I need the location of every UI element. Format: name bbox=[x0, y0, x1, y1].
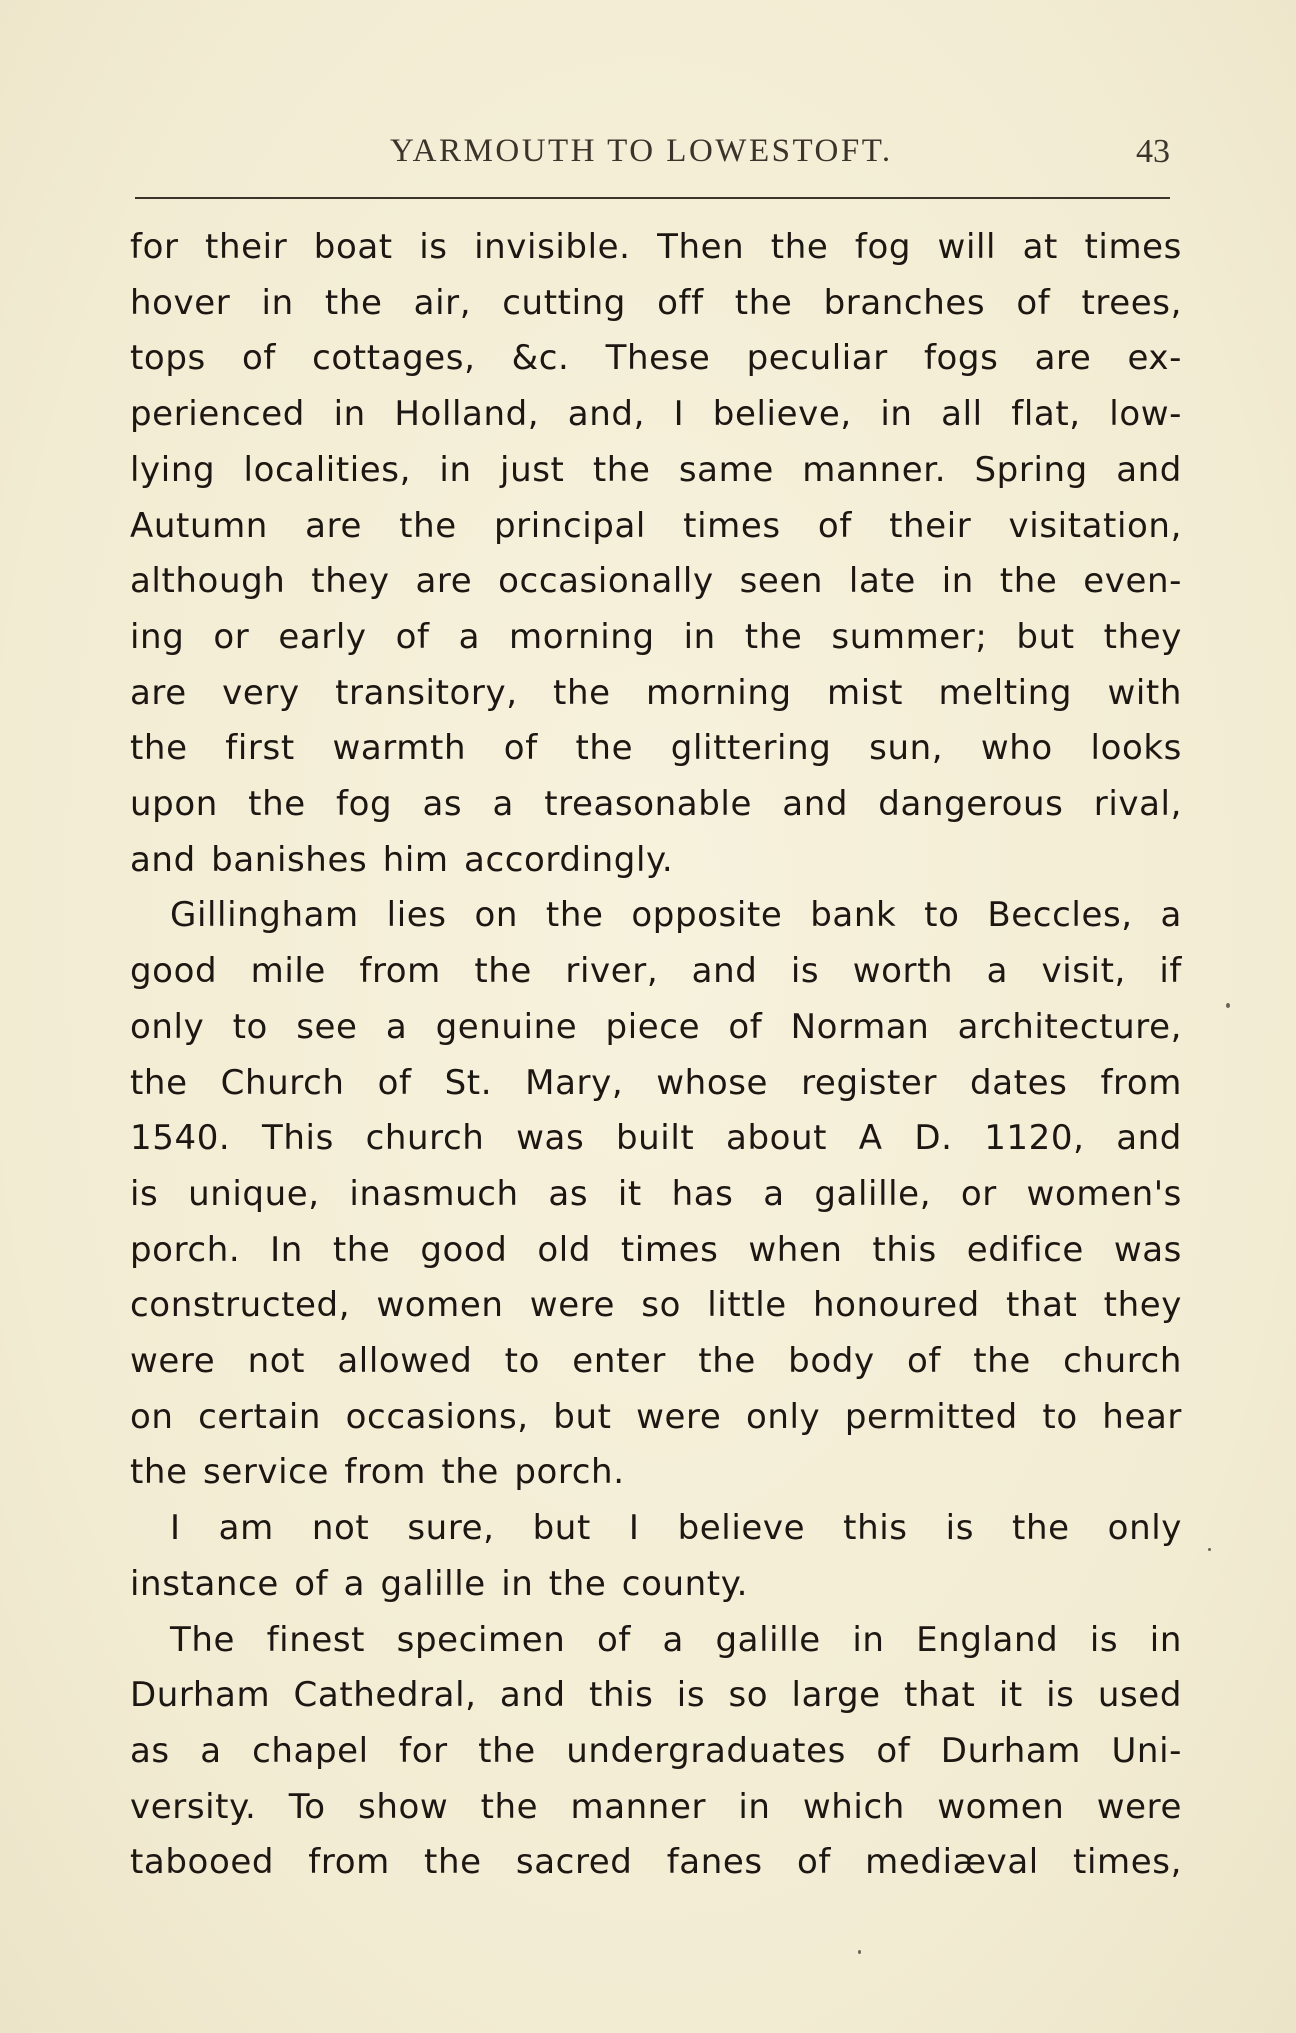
text-line: on certain occasions, but were only permitted to hear bbox=[130, 1396, 1182, 1437]
body-text bbox=[130, 220, 1182, 1891]
paragraph-start-line: I am not sure, but I believe this is the only bbox=[170, 1508, 1182, 1549]
text-line: ing or early of a morning in the summer; but they bbox=[130, 616, 1182, 657]
text-line: only to see a genuine piece of Norman architecture, bbox=[130, 1006, 1182, 1047]
text-line: good mile from the river, and is worth a visit, if bbox=[130, 951, 1182, 992]
running-title: YARMOUTH TO LOWESTOFT. bbox=[390, 133, 893, 169]
paper-speck bbox=[858, 1950, 861, 1954]
paper-speck bbox=[1226, 1003, 1230, 1008]
text-line: and banishes him accordingly. bbox=[130, 839, 674, 880]
text-line: the first warmth of the glittering sun, who looks bbox=[130, 728, 1182, 769]
paragraph-start-line: The finest specimen of a galille in England is in bbox=[170, 1619, 1182, 1660]
text-line: Durham Cathedral, and this is so large that it is used bbox=[130, 1675, 1182, 1716]
text-line: instance of a galille in the county. bbox=[130, 1563, 749, 1604]
text-line: porch. In the good old times when this edifice was bbox=[130, 1229, 1182, 1270]
text-line: upon the fog as a treasonable and dangerous rival, bbox=[130, 784, 1182, 825]
text-line: for their boat is invisible. Then the fog will at times bbox=[130, 227, 1182, 267]
text-line: the Church of St. Mary, whose register dates from bbox=[130, 1062, 1182, 1103]
text-line: tabooed from the sacred fanes of mediæval times, bbox=[130, 1842, 1182, 1883]
page-header bbox=[130, 133, 1170, 183]
text-line: are very transitory, the morning mist melting with bbox=[130, 672, 1182, 713]
paper-speck bbox=[1208, 1548, 1211, 1551]
text-line: were not allowed to enter the body of the church bbox=[130, 1341, 1182, 1382]
text-line: Autumn are the principal times of their visitation, bbox=[130, 505, 1182, 546]
text-line: is unique, inasmuch as it has a galille, or women's bbox=[130, 1173, 1182, 1214]
text-line: although they are occasionally seen late in the even- bbox=[130, 561, 1182, 602]
page-number: 43 bbox=[1136, 133, 1170, 170]
text-line: tops of cottages, &c. These peculiar fogs are ex- bbox=[130, 338, 1182, 379]
text-line: versity. To show the manner in which women were bbox=[130, 1786, 1182, 1827]
header-rule bbox=[135, 197, 1170, 199]
text-line: as a chapel for the undergraduates of Durham Uni- bbox=[130, 1730, 1182, 1771]
text-line: lying localities, in just the same manner. Spring and bbox=[130, 449, 1182, 490]
text-line: constructed, women were so little honoured that they bbox=[130, 1285, 1182, 1326]
text-line: perienced in Holland, and, I believe, in all flat, low- bbox=[130, 394, 1182, 435]
text-line: hover in the air, cutting off the branches of trees, bbox=[130, 282, 1182, 323]
paragraph-start-line: Gillingham lies on the opposite bank to Beccles, a bbox=[170, 895, 1182, 936]
text-line: the service from the porch. bbox=[130, 1452, 625, 1493]
text-line: 1540. This church was built about A D. 1120, and bbox=[130, 1118, 1182, 1159]
